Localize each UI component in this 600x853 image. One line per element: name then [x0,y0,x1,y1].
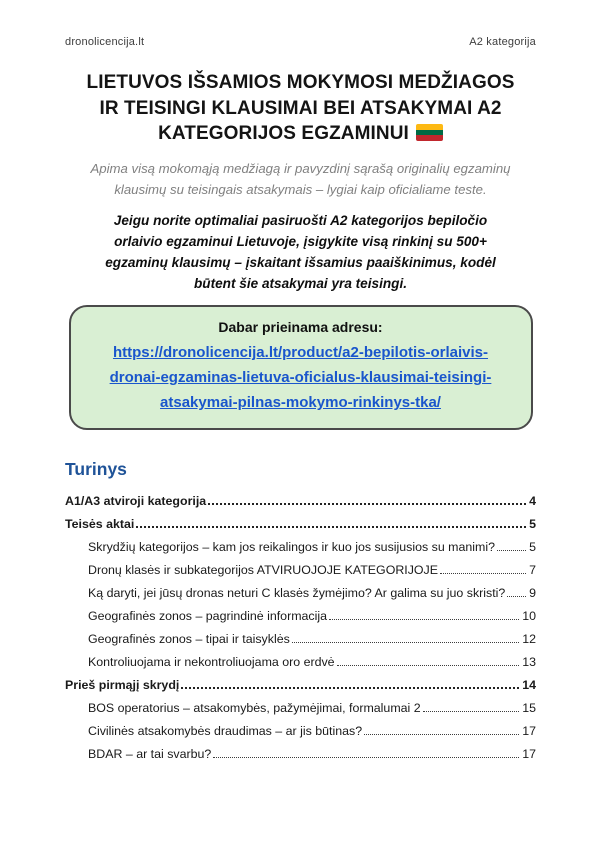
toc-entry-label: Ką daryti, jei jūsų dronas neturi C klasės žymėjimo? Ar galima su juo skristi? [88,586,506,601]
toc-entry-label: Skrydžių kategorijos – kam jos reikalingos ir kuo jos susijusios su manimi? [88,540,495,555]
toc-dot-leader [364,734,519,735]
toc-entry-page-number: 9 [529,586,536,601]
toc-entry-label: Geografinės zonos – tipai ir taisyklės [88,632,290,647]
header-site-name: dronolicencija.lt [65,36,145,48]
toc-entry[interactable] [65,692,536,715]
toc-entry-label: Civilinės atsakomybės draudimas – ar jis būtinas? [88,724,363,739]
lithuania-flag-icon [416,124,443,141]
toc-entry[interactable] [65,600,536,623]
toc-entry-label: Teisės aktai [65,517,135,532]
toc-entry-label: Geografinės zonos – pagrindinė informacija [88,609,328,624]
toc-dot-leader [136,526,526,528]
toc-dot-leader [208,503,526,505]
page-header [65,36,536,48]
toc-entry[interactable] [65,669,536,692]
toc-entry-page-number: 14 [522,678,536,693]
toc-list [65,485,536,761]
header-category-label: A2 kategorija [469,36,536,48]
product-link[interactable]: https://dronolicencija.lt/product/a2-bepilotis-orlaivis-dronai-egzaminas-lietuva-oficialus-klausimai-teisingi-atsakymai-pilnas-mokymo-rinkinys-tka/ [109,344,492,412]
title-line-3 [65,121,536,147]
toc-entry-label: A1/A3 atviroji kategorija [65,494,207,509]
toc-entry-page-number: 5 [529,540,536,555]
toc-entry[interactable] [65,577,536,600]
toc-dot-leader [181,687,519,689]
toc-entry[interactable] [65,485,536,508]
toc-dot-leader [329,619,519,620]
toc-entry[interactable] [65,554,536,577]
promo-text: Jeigu norite optimaliai pasiruošti A2 kategorijos bepiločio orlaivio egzaminui Lietuvoje, įsigykite visą rinkinį su 500+ egzaminų klausimų – įskaitant išsamius paaiškinimus, kodėl būtent šie atsakymai yra teisingi. [105,213,496,292]
link-box [69,305,533,430]
toc-entry-label: BDAR – ar tai svarbu? [88,747,212,762]
link-box-heading: Dabar prieinama adresu: [218,319,383,336]
toc-entry-label: Dronų klasės ir subkategorijos ATVIRUOJOJE KATEGORIJOJE [88,563,439,578]
subtitle-text: Apima visą mokomąją medžiagą ir pavyzdinį sąrašą originalių egzaminų klausimų su teisingais atsakymais – lygiai kaip oficialiame teste. [90,161,511,197]
toc-dot-leader [423,711,520,712]
toc-entry-page-number: 4 [529,494,536,509]
toc-entry-page-number: 15 [522,701,536,716]
toc-entry-page-number: 13 [522,655,536,670]
toc-dot-leader [507,596,526,597]
title-line-3-text: KATEGORIJOS EGZAMINUI [158,123,409,144]
toc-entry[interactable] [65,738,536,761]
toc-dot-leader [440,573,526,574]
toc-dot-leader [337,665,520,666]
toc-entry-label: BOS operatorius – atsakomybės, pažymėjimai, formalumai 2 [88,701,421,716]
toc-entry-page-number: 12 [522,632,536,647]
toc-entry[interactable] [65,623,536,646]
title-line-1: LIETUVOS IŠSAMIOS MOKYMOSI MEDŽIAGOS [86,72,515,93]
toc-entry[interactable] [65,531,536,554]
toc-dot-leader [497,550,526,551]
toc-entry-label: Kontroliuojama ir nekontroliuojama oro erdvė [88,655,335,670]
toc-dot-leader [292,642,519,643]
toc-entry-page-number: 10 [522,609,536,624]
page-title [65,70,536,147]
toc-entry[interactable] [65,646,536,669]
toc-entry[interactable] [65,715,536,738]
toc-entry-label: Prieš pirmąjį skrydį [65,678,180,693]
toc-entry-page-number: 5 [529,517,536,532]
toc-entry[interactable] [65,508,536,531]
toc-entry-page-number: 17 [522,747,536,762]
toc-entry-page-number: 17 [522,724,536,739]
toc-dot-leader [213,757,519,758]
title-line-2: IR TEISINGI KLAUSIMAI BEI ATSAKYMAI A2 [99,97,502,119]
toc-entry-page-number: 7 [529,563,536,578]
toc-title: Turinys [65,459,127,480]
